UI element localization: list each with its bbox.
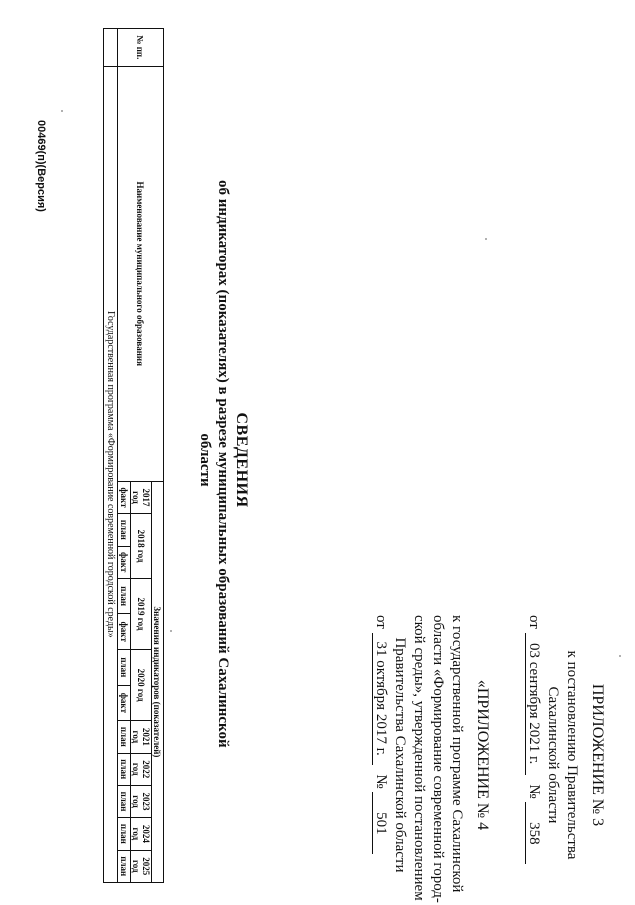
subheader-cell: план (118, 721, 131, 753)
subheader-cell: план (118, 753, 131, 785)
appendix-3-number-label: № (526, 784, 542, 799)
scan-speck (61, 110, 63, 112)
subheader-cell: план (118, 785, 131, 817)
appendix-3-number: 358 (525, 802, 542, 864)
appendix-4-title: «ПРИЛОЖЕНИЕ № 4 (474, 679, 491, 831)
year-2019: 2019 год (131, 578, 152, 649)
version-code: 00469(п)(Версия) (35, 120, 47, 212)
document-heading (196, 180, 250, 748)
appendix-4-line4: Правительства Сахалинской области (392, 637, 408, 873)
appendix-4-number-label: № (373, 774, 389, 789)
year-2017: 2017 год (131, 481, 152, 513)
appendix-4-number: 501 (372, 792, 389, 854)
year-2020: 2020 год (131, 650, 152, 721)
col-name-header: Наименование муниципального образования (118, 66, 164, 481)
appendix-3-title: ПРИЛОЖЕНИЕ № 3 (589, 683, 606, 827)
appendix-4-line1: к государственной программе Сахалинской (449, 615, 465, 893)
program-row-number (104, 29, 118, 67)
subheader-cell: факт (118, 546, 131, 578)
appendix-4-date: 31 октября 2017 г. (372, 633, 389, 765)
subheader-cell: план (118, 514, 131, 546)
scan-speck (170, 630, 172, 632)
scan-speck (619, 655, 621, 657)
program-row (104, 29, 118, 883)
subheader-cell: факт (118, 614, 131, 650)
year-2023: 2023 год (131, 785, 152, 817)
heading-line2: области (197, 433, 213, 487)
appendix-4-line3: ской среды», утвержденной постановлением (411, 615, 427, 901)
appendix-3-block (524, 615, 607, 895)
year-2018: 2018 год (131, 514, 152, 579)
heading-line1: об индикаторах (показателях) в разрезе муниципальных образований Сахалинской (215, 180, 231, 748)
col-values-header: Значения индикаторов (показателей) (152, 481, 164, 882)
year-2022: 2022 год (131, 753, 152, 785)
subheader-cell: план (118, 650, 131, 686)
subheader-cell: факт (118, 685, 131, 721)
appendix-3-line1: к постановлению Правительства (564, 650, 580, 860)
indicators-table (103, 28, 164, 883)
appendix-3-date: 03 сентября 2021 г. (525, 633, 542, 775)
scan-speck (485, 238, 487, 240)
table-header-row-1 (152, 29, 164, 883)
subheader-cell: план (118, 850, 131, 882)
appendix-4-line2: области «Формирование современной город- (430, 615, 446, 903)
heading-title: СВЕДЕНИЯ (233, 412, 250, 508)
year-2021: 2021 год (131, 721, 152, 753)
subheader-cell: план (118, 578, 131, 614)
subheader-cell: план (118, 818, 131, 850)
year-2024: 2024 год (131, 818, 152, 850)
subheader-cell: факт (118, 481, 131, 513)
appendix-4-block (371, 615, 492, 903)
appendix-3-from-label: от (526, 615, 542, 629)
year-2025: 2025 год (131, 850, 152, 882)
appendix-4-from-label: от (373, 615, 389, 629)
appendix-3-date-row (524, 615, 543, 895)
col-number-header: № пп. (118, 29, 164, 67)
program-row-title: Государственная программа «Формирование современной городской среды» (104, 66, 118, 882)
appendix-4-date-row (371, 615, 390, 895)
appendix-3-line2: Сахалинской области (545, 686, 561, 824)
